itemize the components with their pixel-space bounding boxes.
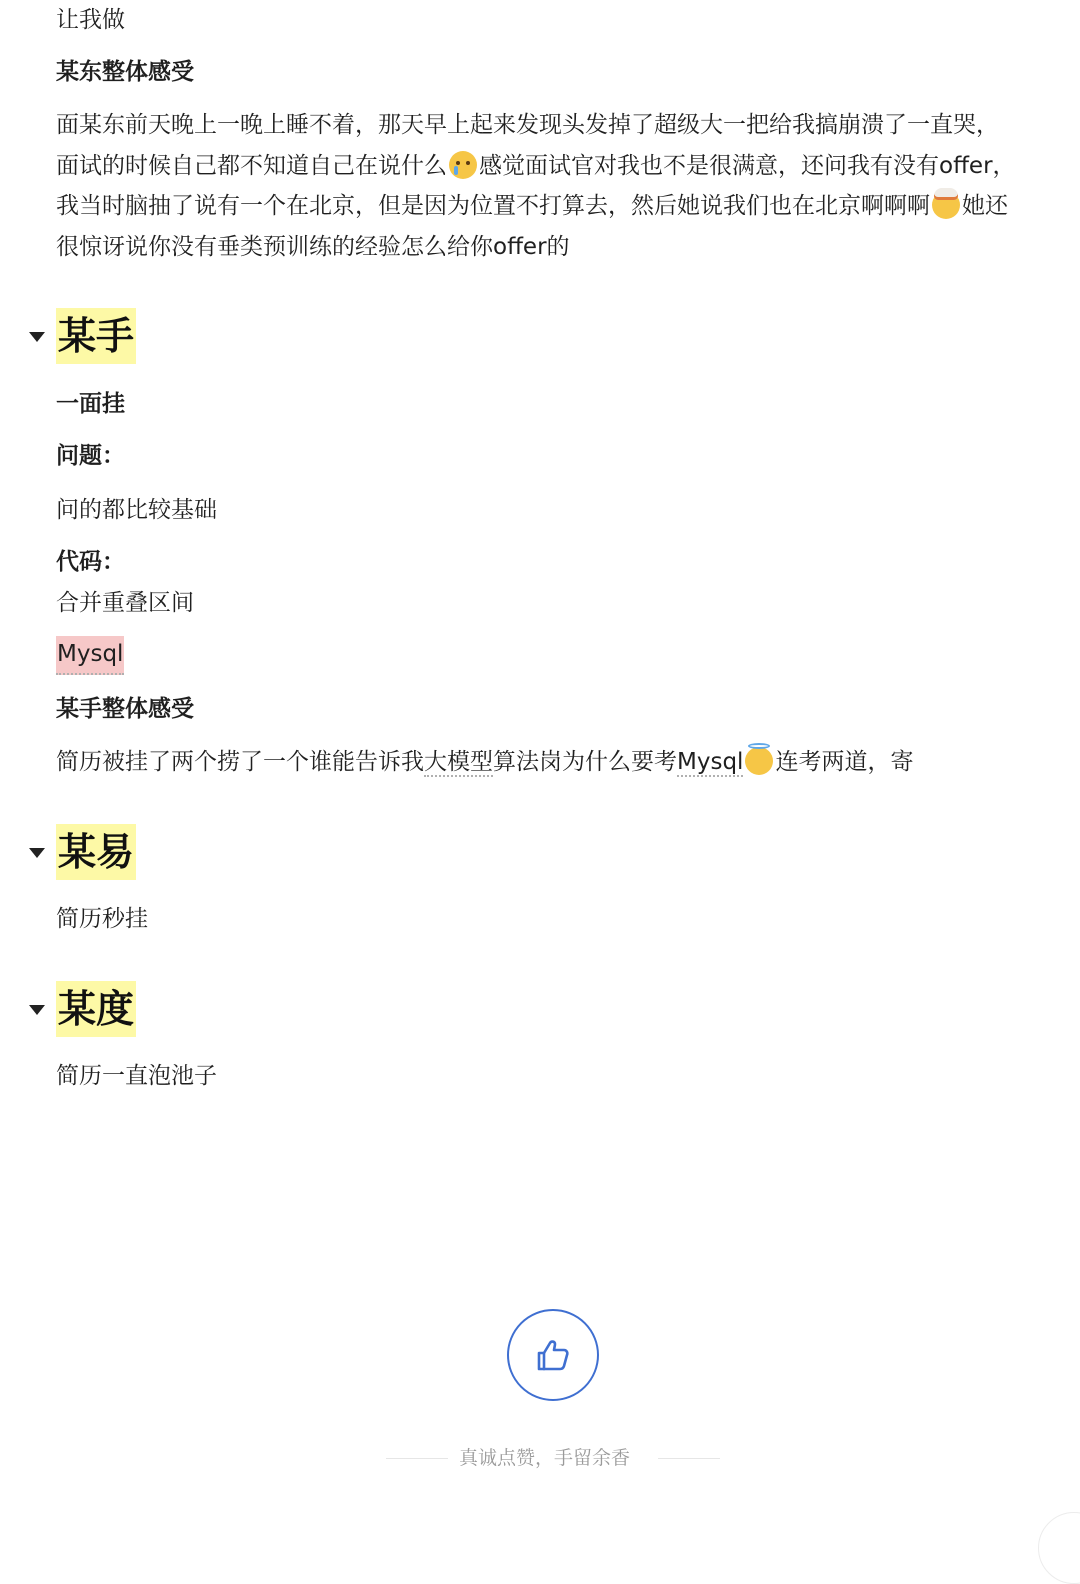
jd-summary-heading: 某东整体感受 xyxy=(56,59,194,85)
jd-paragraph xyxy=(56,105,1056,267)
summary-fragment: 算法岗为什么要考 xyxy=(493,749,677,775)
mysql-tag: Mysql xyxy=(56,636,124,675)
annotated-term[interactable]: Mysql xyxy=(677,749,744,775)
footer-slogan: 真诚点赞，手留余香 xyxy=(459,1447,631,1469)
like-button[interactable] xyxy=(507,1309,599,1401)
code-text: 合并重叠区间 xyxy=(56,590,194,616)
exploding-head-icon xyxy=(932,191,960,219)
paragraph-line: 面某东前天晚上一晚上睡不着，那天早上起来发现头发掉了超级大一把给我搞崩溃了一直哭， xyxy=(56,112,999,138)
paragraph-line xyxy=(56,186,1056,227)
section-heading-bd: 某度 xyxy=(56,981,136,1037)
bd-text: 简历一直泡池子 xyxy=(56,1063,217,1089)
ks-summary-heading: 某手整体感受 xyxy=(56,696,194,722)
paragraph-line: 很惊讶说你没有垂类预训练的经验怎么给你offer的 xyxy=(56,233,570,260)
footer-divider-right xyxy=(658,1458,720,1459)
paragraph-fragment: 感觉面试官对我也不是很满意，还问我有没有offer， xyxy=(479,152,1016,179)
collapse-toggle-icon[interactable] xyxy=(29,848,45,858)
paragraph-fragment: 我当时脑抽了说有一个在北京，但是因为位置不打算去，然后她说我们也在北京啊啊啊 xyxy=(56,193,930,219)
thumbs-up-icon xyxy=(533,1335,573,1375)
question-label: 问题： xyxy=(56,443,125,469)
summary-fragment: 简历被挂了两个捞了一个谁能告诉我 xyxy=(56,749,424,775)
question-text: 问的都比较基础 xyxy=(56,497,217,523)
wy-text: 简历秒挂 xyxy=(56,906,148,932)
paragraph-line xyxy=(56,146,1056,187)
section-heading-ks: 某手 xyxy=(56,308,136,364)
annotated-term[interactable]: 大模型 xyxy=(424,749,493,775)
paragraph-fragment: 她还 xyxy=(962,193,1008,219)
collapse-toggle-icon[interactable] xyxy=(29,332,45,342)
footer-divider-left xyxy=(386,1458,448,1459)
summary-fragment: 连考两道，寄 xyxy=(775,749,914,775)
round-label: 一面挂 xyxy=(56,391,125,417)
code-label: 代码： xyxy=(56,549,125,575)
text-line: 让我做 xyxy=(56,7,125,33)
section-heading-wy: 某易 xyxy=(56,824,136,880)
paragraph-fragment: 面试的时候自己都不知道自己在说什么 xyxy=(56,152,447,179)
ks-summary-text xyxy=(56,742,913,782)
collapse-toggle-icon[interactable] xyxy=(29,1005,45,1015)
halo-face-icon xyxy=(745,747,773,775)
crying-face-icon xyxy=(449,151,477,179)
corner-decoration xyxy=(1038,1512,1080,1584)
